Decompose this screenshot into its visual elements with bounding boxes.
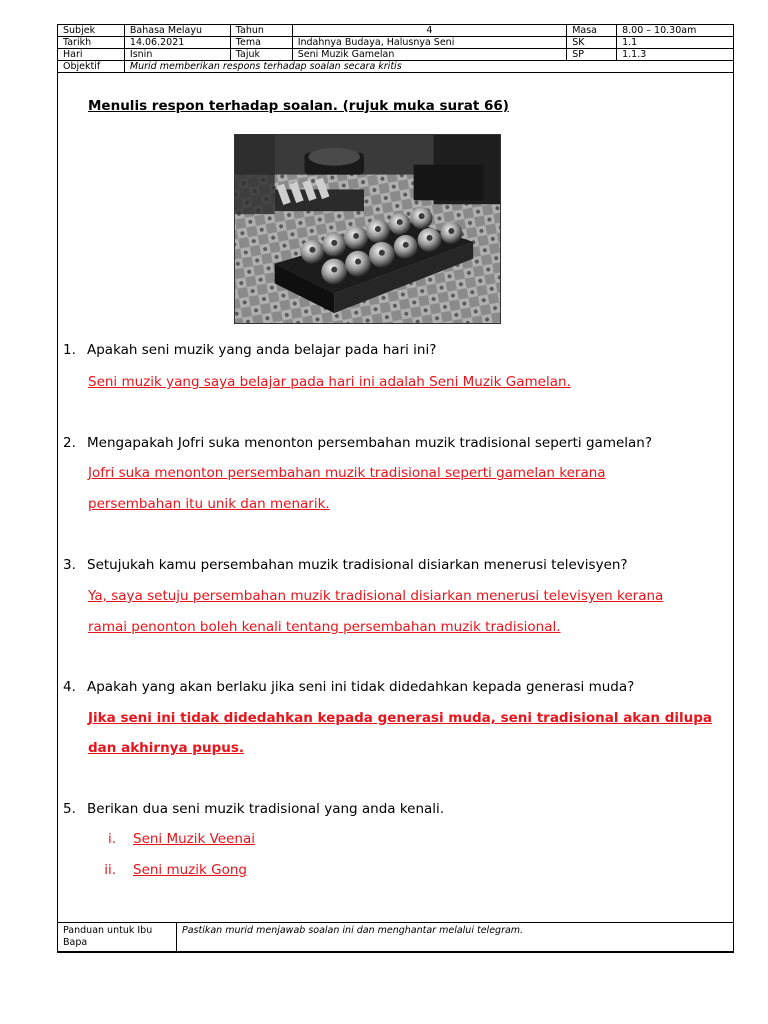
question-text: Mengapakah Jofri suka menonton persembahan muzik tradisional seperti gamelan? [87, 435, 653, 451]
header-label: Tahun [230, 25, 292, 37]
header-label: Hari [58, 49, 125, 61]
header-value: Bahasa Melayu [124, 25, 230, 37]
answer-line: Jofri suka menonton persembahan muzik tradisional seperti gamelan kerana [88, 465, 606, 481]
objektif-label: Objektif [58, 61, 125, 73]
header-label: Subjek [58, 25, 125, 37]
answer-line: Ya, saya setuju persembahan muzik tradisional disiarkan menerusi televisyen kerana [88, 588, 664, 604]
header-row [58, 49, 734, 61]
objektif-row [58, 61, 734, 73]
gamelan-photo [234, 134, 501, 324]
question-text: Berikan dua seni muzik tradisional yang anda kenali. [87, 801, 445, 817]
question-number: 2. [63, 435, 76, 451]
header-value: 14.06.2021 [124, 37, 230, 49]
header-value: Indahnya Budaya, Halusnya Seni [292, 37, 567, 49]
footer-table [57, 922, 734, 952]
objektif-text: Murid memberikan respons terhadap soalan secara kritis [124, 61, 733, 73]
question-text: Apakah yang akan berlaku jika seni ini tidak didedahkan kepada generasi muda? [87, 679, 635, 695]
header-value: 8.00 – 10.30am [617, 25, 734, 37]
footer-label-line: Panduan untuk Ibu [63, 925, 153, 936]
footer-note: Pastikan murid menjawab soalan ini dan menghantar melalui telegram. [177, 923, 734, 952]
answer-line: dan akhirnya pupus. [88, 740, 245, 756]
footer-label [58, 923, 177, 952]
question-number: 1. [63, 342, 76, 358]
question-5 [63, 801, 444, 817]
question-4 [63, 679, 634, 695]
header-label: SP [567, 49, 617, 61]
header-row [58, 37, 734, 49]
header-row [58, 25, 734, 37]
header-value: Isnin [124, 49, 230, 61]
header-value: 1.1.3 [617, 49, 734, 61]
header-label: Tarikh [58, 37, 125, 49]
lesson-header-table [57, 24, 734, 73]
header-label: Masa [567, 25, 617, 37]
question-number: 4. [63, 679, 76, 695]
list-item: Seni Muzik Veenai [133, 831, 256, 847]
header-label: Tema [230, 37, 292, 49]
question-1 [63, 342, 436, 358]
answer-line: persembahan itu unik dan menarik. [88, 496, 330, 512]
list-numeral: ii. [104, 862, 116, 878]
list-numeral: i. [107, 831, 116, 847]
header-label: SK [567, 37, 617, 49]
question-number: 3. [63, 557, 76, 573]
answer-line: Jika seni ini tidak didedahkan kepada generasi muda, seni tradisional akan dilupa [88, 710, 713, 726]
header-value: 1.1 [617, 37, 734, 49]
question-text: Setujukah kamu persembahan muzik tradisional disiarkan menerusi televisyen? [87, 557, 628, 573]
question-text: Apakah seni muzik yang anda belajar pada hari ini? [87, 342, 437, 358]
answer-line: Seni muzik yang saya belajar pada hari ini adalah Seni Muzik Gamelan. [88, 374, 571, 390]
header-label: Tajuk [230, 49, 292, 61]
list-item: Seni muzik Gong [133, 862, 247, 878]
footer-label-line: Bapa [63, 937, 88, 948]
header-value: Seni Muzik Gamelan [292, 49, 567, 61]
worksheet-title: Menulis respon terhadap soalan. (rujuk muka surat 66) [88, 98, 509, 114]
question-3 [63, 557, 628, 573]
answer-line: ramai penonton boleh kenali tentang persembahan muzik tradisional. [88, 619, 561, 635]
question-2 [63, 435, 652, 451]
question-number: 5. [63, 801, 76, 817]
header-value: 4 [292, 25, 567, 37]
